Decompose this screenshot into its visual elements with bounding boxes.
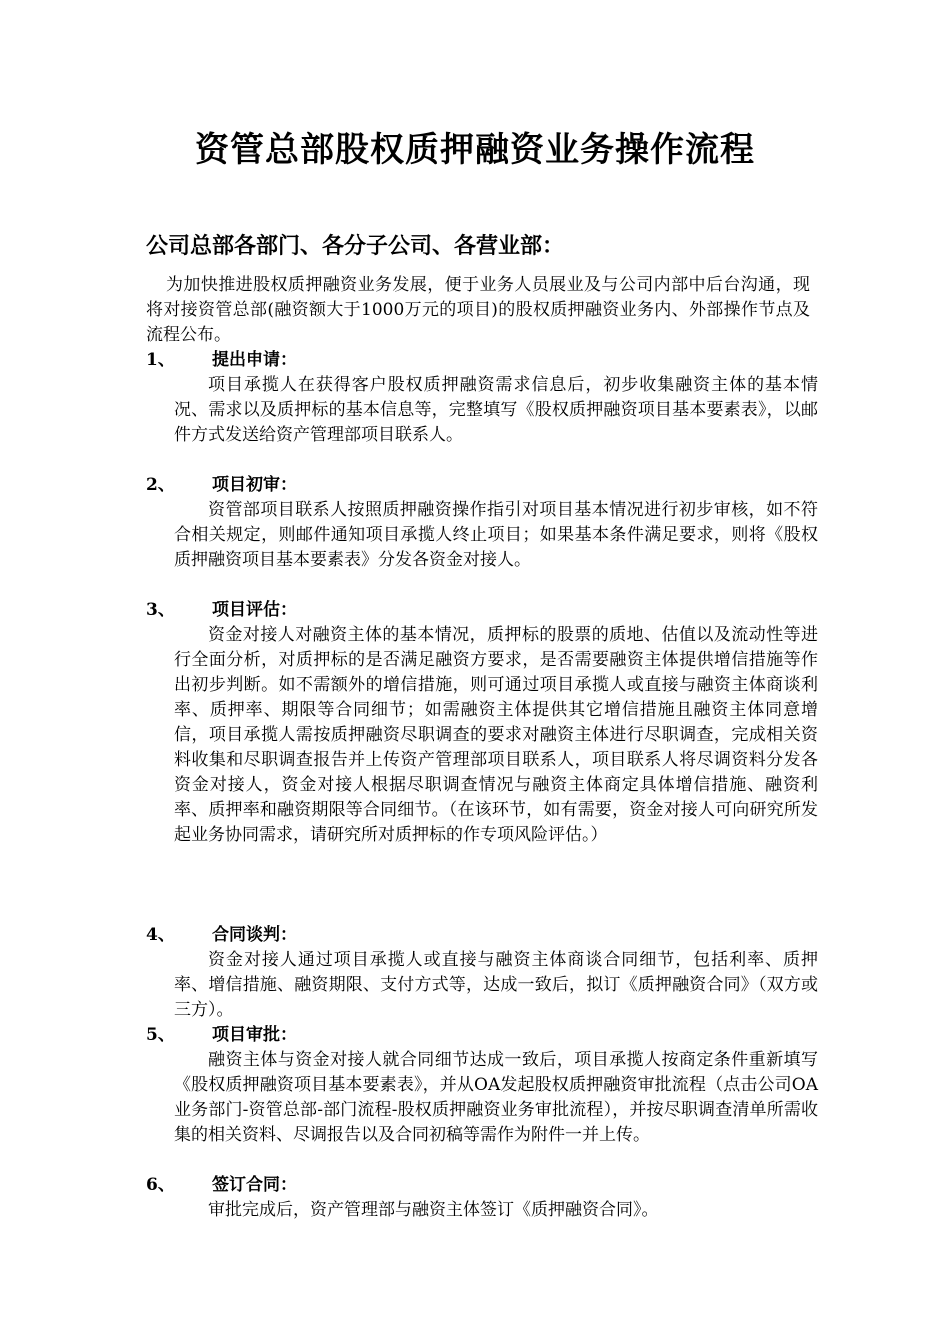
step-heading bbox=[146, 348, 297, 373]
step-number: 4、 bbox=[146, 925, 175, 945]
step-body: 资金对接人对融资主体的基本情况，质押标的股票的质地、估值以及流动性等进行全面分析，对质押标的是否满足融资方要求，是否需要融资主体提供增信措施等作出初步判断。如不需额外的增信措施，则可通过项目承揽人或直接与融资主体商谈利率、质押率、期限等合同细节；如需融资主体提供其它增信措施且融资主体同意增信，项目承揽人需按质押融资尽职调查的要求对融资主体进行尽职调查，完成相关资料收集和尽职调查报告并上传资产管理部项目联系人，项目联系人将尽调资料分发各资金对接人，资金对接人根据尽职调查情况与融资主体商定具体增信措施、融资利率、质押率和融资期限等合同细节。（在该环节，如有需要，资金对接人可向研究所发起业务协同需求，请研究所对质押标的作专项风险评估。） bbox=[174, 625, 818, 845]
step-title: 签订合同： bbox=[212, 1175, 297, 1195]
step-title: 合同谈判： bbox=[212, 925, 297, 945]
intro-paragraph: 为加快推进股权质押融资业务发展，便于业务人员展业及与公司内部中后台沟通，现将对接资管总部(融资额大于1000万元的项目)的股权质押融资业务内、外部操作节点及流程公布。 bbox=[146, 275, 810, 345]
step-number: 5、 bbox=[146, 1025, 175, 1045]
document-title: 资管总部股权质押融资业务操作流程 bbox=[195, 130, 755, 170]
step-title: 项目评估： bbox=[212, 600, 297, 620]
step-number: 3、 bbox=[146, 600, 175, 620]
step-body: 审批完成后，资产管理部与融资主体签订《质押融资合同》。 bbox=[208, 1200, 659, 1220]
step-body: 资管部项目联系人按照质押融资操作指引对项目基本情况进行初步审核，如不符合相关规定，则邮件通知项目承揽人终止项目；如果基本条件满足要求，则将《股权质押融资项目基本要素表》分发各资金对接人。 bbox=[174, 500, 818, 570]
step-title: 项目审批： bbox=[212, 1025, 297, 1045]
step-heading bbox=[146, 923, 297, 948]
step-number: 2、 bbox=[146, 475, 175, 495]
step-heading bbox=[146, 1023, 297, 1048]
step-body: 资金对接人通过项目承揽人或直接与融资主体商谈合同细节，包括利率、质押率、增信措施、融资期限、支付方式等，达成一致后，拟订《质押融资合同》（双方或三方）。 bbox=[174, 950, 818, 1020]
step-heading bbox=[146, 473, 297, 498]
salutation: 公司总部各部门、各分子公司、各营业部： bbox=[146, 234, 565, 259]
step-title: 提出申请： bbox=[212, 350, 297, 370]
step-body: 融资主体与资金对接人就合同细节达成一致后，项目承揽人按商定条件重新填写《股权质押融资项目基本要素表》，并从OA发起股权质押融资审批流程（点击公司OA业务部门-资管总部-部门流程-股权质押融资业务审批流程），并按尽职调查清单所需收集的相关资料、尽调报告以及合同初稿等需作为附件一并上传。 bbox=[174, 1050, 818, 1145]
step-body: 项目承揽人在获得客户股权质押融资需求信息后，初步收集融资主体的基本情况、需求以及质押标的基本信息等，完整填写《股权质押融资项目基本要素表》，以邮件方式发送给资产管理部项目联系人。 bbox=[174, 375, 818, 445]
step-title: 项目初审： bbox=[212, 475, 297, 495]
step-number: 6、 bbox=[146, 1175, 175, 1195]
step-number: 1、 bbox=[146, 350, 175, 370]
step-heading bbox=[146, 598, 297, 623]
step-heading bbox=[146, 1173, 297, 1198]
